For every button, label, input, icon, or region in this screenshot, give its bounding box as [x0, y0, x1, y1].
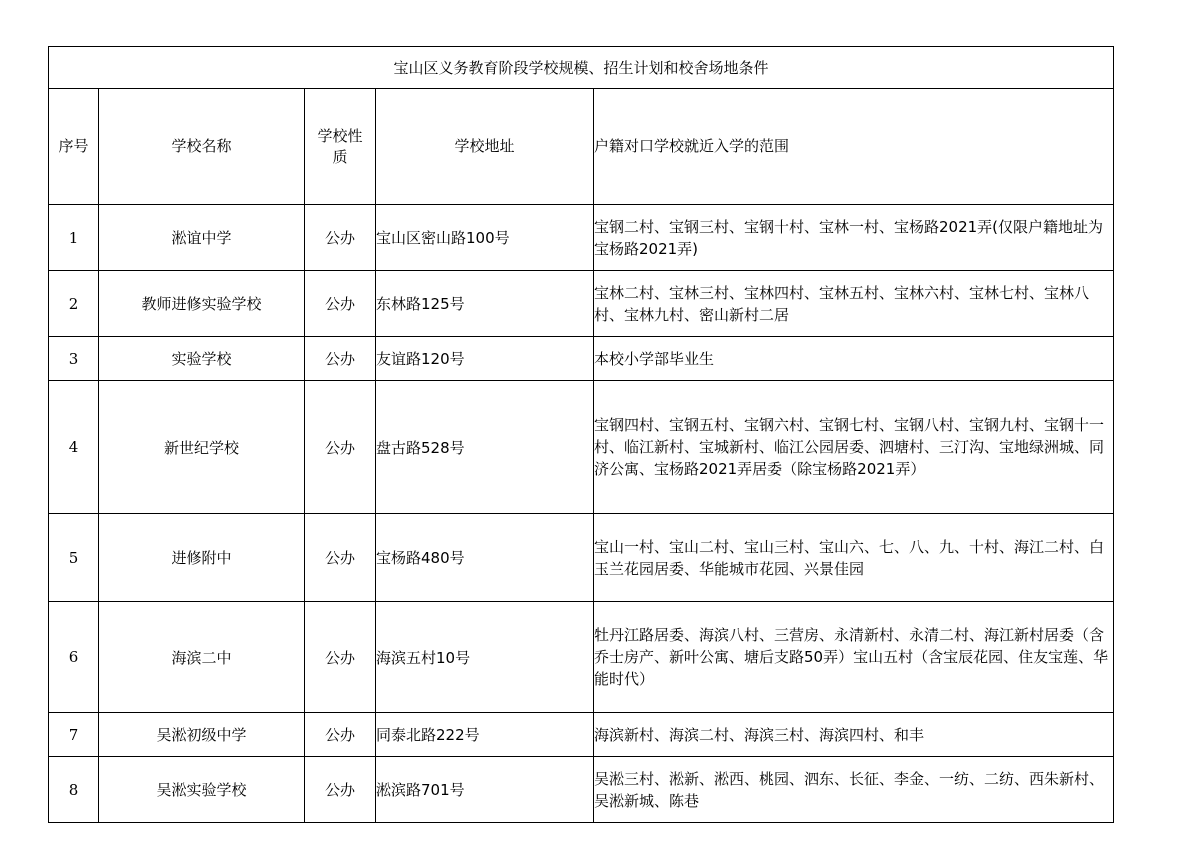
row-school-address: 海滨五村10号 — [376, 602, 594, 713]
row-school-nature: 公办 — [305, 271, 376, 337]
row-enrollment-range: 宝钢四村、宝钢五村、宝钢六村、宝钢七村、宝钢八村、宝钢九村、宝钢十一村、临江新村、宝城新村、临江公园居委、泗塘村、三汀沟、宝地绿洲城、同济公寓、宝杨路2021弄居委（除宝杨路2021弄） — [594, 381, 1114, 514]
row-seq: 3 — [49, 337, 99, 381]
table-row — [49, 337, 1114, 381]
row-seq: 2 — [49, 271, 99, 337]
row-enrollment-range: 吴淞三村、淞新、淞西、桃园、泗东、长征、李金、一纺、二纺、西朱新村、吴淞新城、陈巷 — [594, 757, 1114, 823]
title-row — [49, 47, 1114, 89]
row-school-address: 东林路125号 — [376, 271, 594, 337]
row-school-name: 吴淞实验学校 — [99, 757, 305, 823]
row-school-name: 海滨二中 — [99, 602, 305, 713]
row-school-name: 吴淞初级中学 — [99, 713, 305, 757]
row-enrollment-range: 牡丹江路居委、海滨八村、三营房、永清新村、永清二村、海江新村居委（含乔士房产、新叶公寓、塘后支路50弄）宝山五村（含宝辰花园、住友宝莲、华能时代） — [594, 602, 1114, 713]
row-seq: 5 — [49, 514, 99, 602]
row-school-name: 进修附中 — [99, 514, 305, 602]
row-school-address: 宝山区密山路100号 — [376, 205, 594, 271]
row-seq: 7 — [49, 713, 99, 757]
row-school-nature: 公办 — [305, 713, 376, 757]
table-row — [49, 713, 1114, 757]
row-enrollment-range: 宝钢二村、宝钢三村、宝钢十村、宝林一村、宝杨路2021弄(仅限户籍地址为宝杨路2021弄) — [594, 205, 1114, 271]
table-row — [49, 514, 1114, 602]
row-enrollment-range: 宝林二村、宝林三村、宝林四村、宝林五村、宝林六村、宝林七村、宝林八村、宝林九村、密山新村二居 — [594, 271, 1114, 337]
header-row — [49, 89, 1114, 205]
table-title: 宝山区义务教育阶段学校规模、招生计划和校舍场地条件 — [49, 47, 1114, 89]
row-school-name: 实验学校 — [99, 337, 305, 381]
row-school-nature: 公办 — [305, 757, 376, 823]
header-enrollment-range: 户籍对口学校就近入学的范围 — [594, 89, 1114, 205]
header-seq: 序号 — [49, 89, 99, 205]
row-school-address: 宝杨路480号 — [376, 514, 594, 602]
table-row — [49, 271, 1114, 337]
school-admission-table — [48, 46, 1114, 823]
table-row — [49, 205, 1114, 271]
row-enrollment-range: 海滨新村、海滨二村、海滨三村、海滨四村、和丰 — [594, 713, 1114, 757]
row-school-nature: 公办 — [305, 602, 376, 713]
row-school-address: 盘古路528号 — [376, 381, 594, 514]
header-school-name: 学校名称 — [99, 89, 305, 205]
table-row — [49, 602, 1114, 713]
row-seq: 8 — [49, 757, 99, 823]
row-school-name: 教师进修实验学校 — [99, 271, 305, 337]
row-seq: 6 — [49, 602, 99, 713]
table-row — [49, 381, 1114, 514]
row-school-nature: 公办 — [305, 337, 376, 381]
row-school-address: 淞滨路701号 — [376, 757, 594, 823]
row-school-address: 友谊路120号 — [376, 337, 594, 381]
row-enrollment-range: 本校小学部毕业生 — [594, 337, 1114, 381]
row-seq: 4 — [49, 381, 99, 514]
row-school-name: 淞谊中学 — [99, 205, 305, 271]
row-enrollment-range: 宝山一村、宝山二村、宝山三村、宝山六、七、八、九、十村、海江二村、白玉兰花园居委、华能城市花园、兴景佳园 — [594, 514, 1114, 602]
row-school-name: 新世纪学校 — [99, 381, 305, 514]
row-school-nature: 公办 — [305, 381, 376, 514]
row-seq: 1 — [49, 205, 99, 271]
header-school-address: 学校地址 — [376, 89, 594, 205]
table-row — [49, 757, 1114, 823]
header-school-nature: 学校性质 — [317, 126, 363, 166]
header-school-nature-cell — [305, 89, 376, 205]
row-school-nature: 公办 — [305, 205, 376, 271]
row-school-address: 同泰北路222号 — [376, 713, 594, 757]
row-school-nature: 公办 — [305, 514, 376, 602]
